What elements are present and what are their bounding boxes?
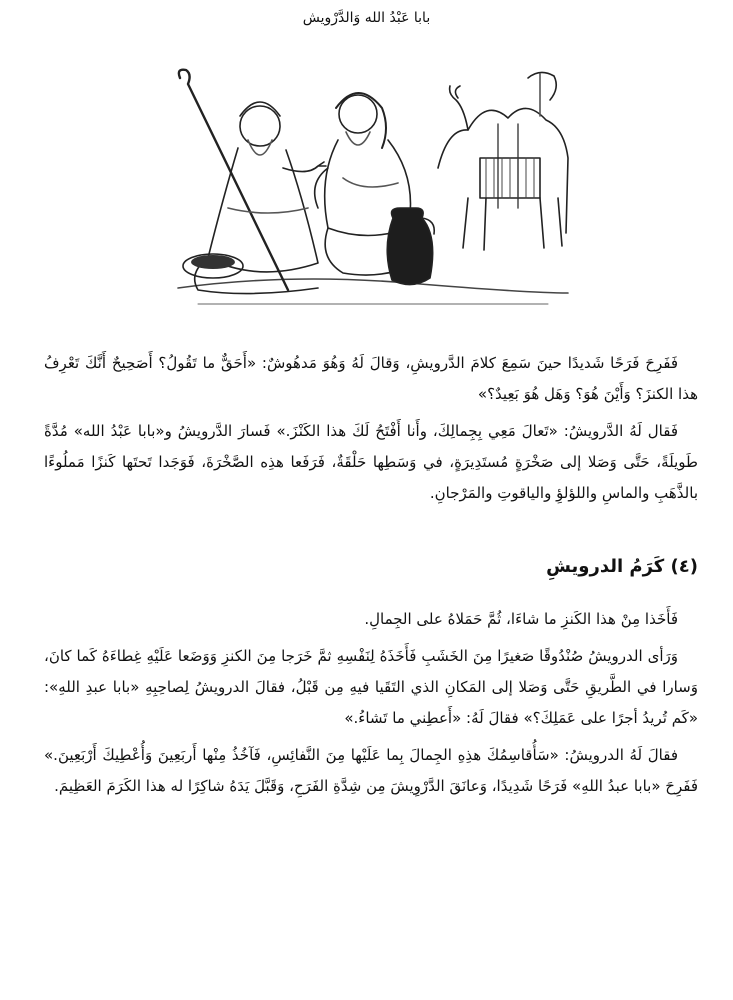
running-header: بابا عَبْدُ الله وَالدَّرْويش <box>302 10 431 26</box>
paragraph: فَفَرِحَ فَرَحًا شَديدًا حينَ سَمِعَ كلامَ الدَّرويشِ، وَقالَ لَهُ وَهُوَ مَدهُوشٌ: «أَحَقٌّ ما تَقُولُ؟ أَصَحِيحٌ أَنَّكَ تَعْرِفُ هذا الكنزَ؟ وَأَيْنَ هُوَ؟ وَهَل هُوَ بَعِيدٌ؟» <box>44 354 698 403</box>
paragraph: فَأَخَذا مِنْ هذا الكَنزِ ما شاءَا، ثُمَّ حَمَلاهُ على الجِمالِ. <box>364 610 678 628</box>
story-section-1 <box>44 348 698 515</box>
dervish-and-old-man-illustration <box>168 58 578 310</box>
paragraph: فقالَ لَهُ الدرويشُ: «سَأُقاسِمُكَ هذِهِ الجِمالَ بِما عَلَيْها مِنَ النَّفائِسِ، فَآخُذُ مِنْها أَربَعِينَ وَأُعْطِيكَ أَرْبَعِينَ.» فَفَرِحَ «بابا عبدُ اللهِ» فَرَحًا شَدِيدًا، وَعانَقَ الدَّرْوِيشَ مِن شِدَّةِ الفَرَحِ، وَقَبَّلَ يَدَهُ شاكِرًا له هذا الكَرَمَ العَظِيمَ. <box>44 746 698 795</box>
story-section-2 <box>44 604 698 808</box>
paragraph: وَرَأى الدرويشُ صُنْدُوقًا صَغيرًا مِنَ الخَشَبِ فَأَخَذَهُ لِنَفْسِهِ ثمَّ خَرَجا مِنَ الكنزِ وَوَضَعا عَلَيْهِ غِطاءَهُ كَما كانَ، وَسارا في الطَّريقِ حَتَّى وَصَلا إلى المَكانِ الذي التَقَيا فيهِ مِن قَبْلُ، فقالَ الدرويشُ لِصاحِبِهِ «بابا عبدِ اللهِ»: «كَم تُريدُ أجرًا على عَمَلِكَ؟» فقالَ لَهُ: «أَعطِني ما تَشاءُ.» <box>44 647 698 727</box>
paragraph: فَقال لَهُ الدَّرويشُ: «تَعالَ مَعِي بِجِمالِكَ، وأَنا أَفْتَحُ لَكَ هذا الكَنْزَ.» فَسارَ الدَّرويشُ و«بابا عَبْدُ الله» مُدَّةً طَويلَةً، حَتَّى وَصَلا إلى صَخْرَةٍ مُستَدِيرَةٍ، في وَسَطِها حَلْقَةٌ، فَرَفَعا هذِه الصَّخْرَةَ، فَوَجَدا تَحتَها كَنزًا مَملُوءًا بالذَّهَبِ والماسِ واللؤلؤِ والياقوتِ والمَرْجانِ. <box>44 422 698 502</box>
section-heading: (٤) كَرَمُ الدرويشِ <box>546 556 698 577</box>
